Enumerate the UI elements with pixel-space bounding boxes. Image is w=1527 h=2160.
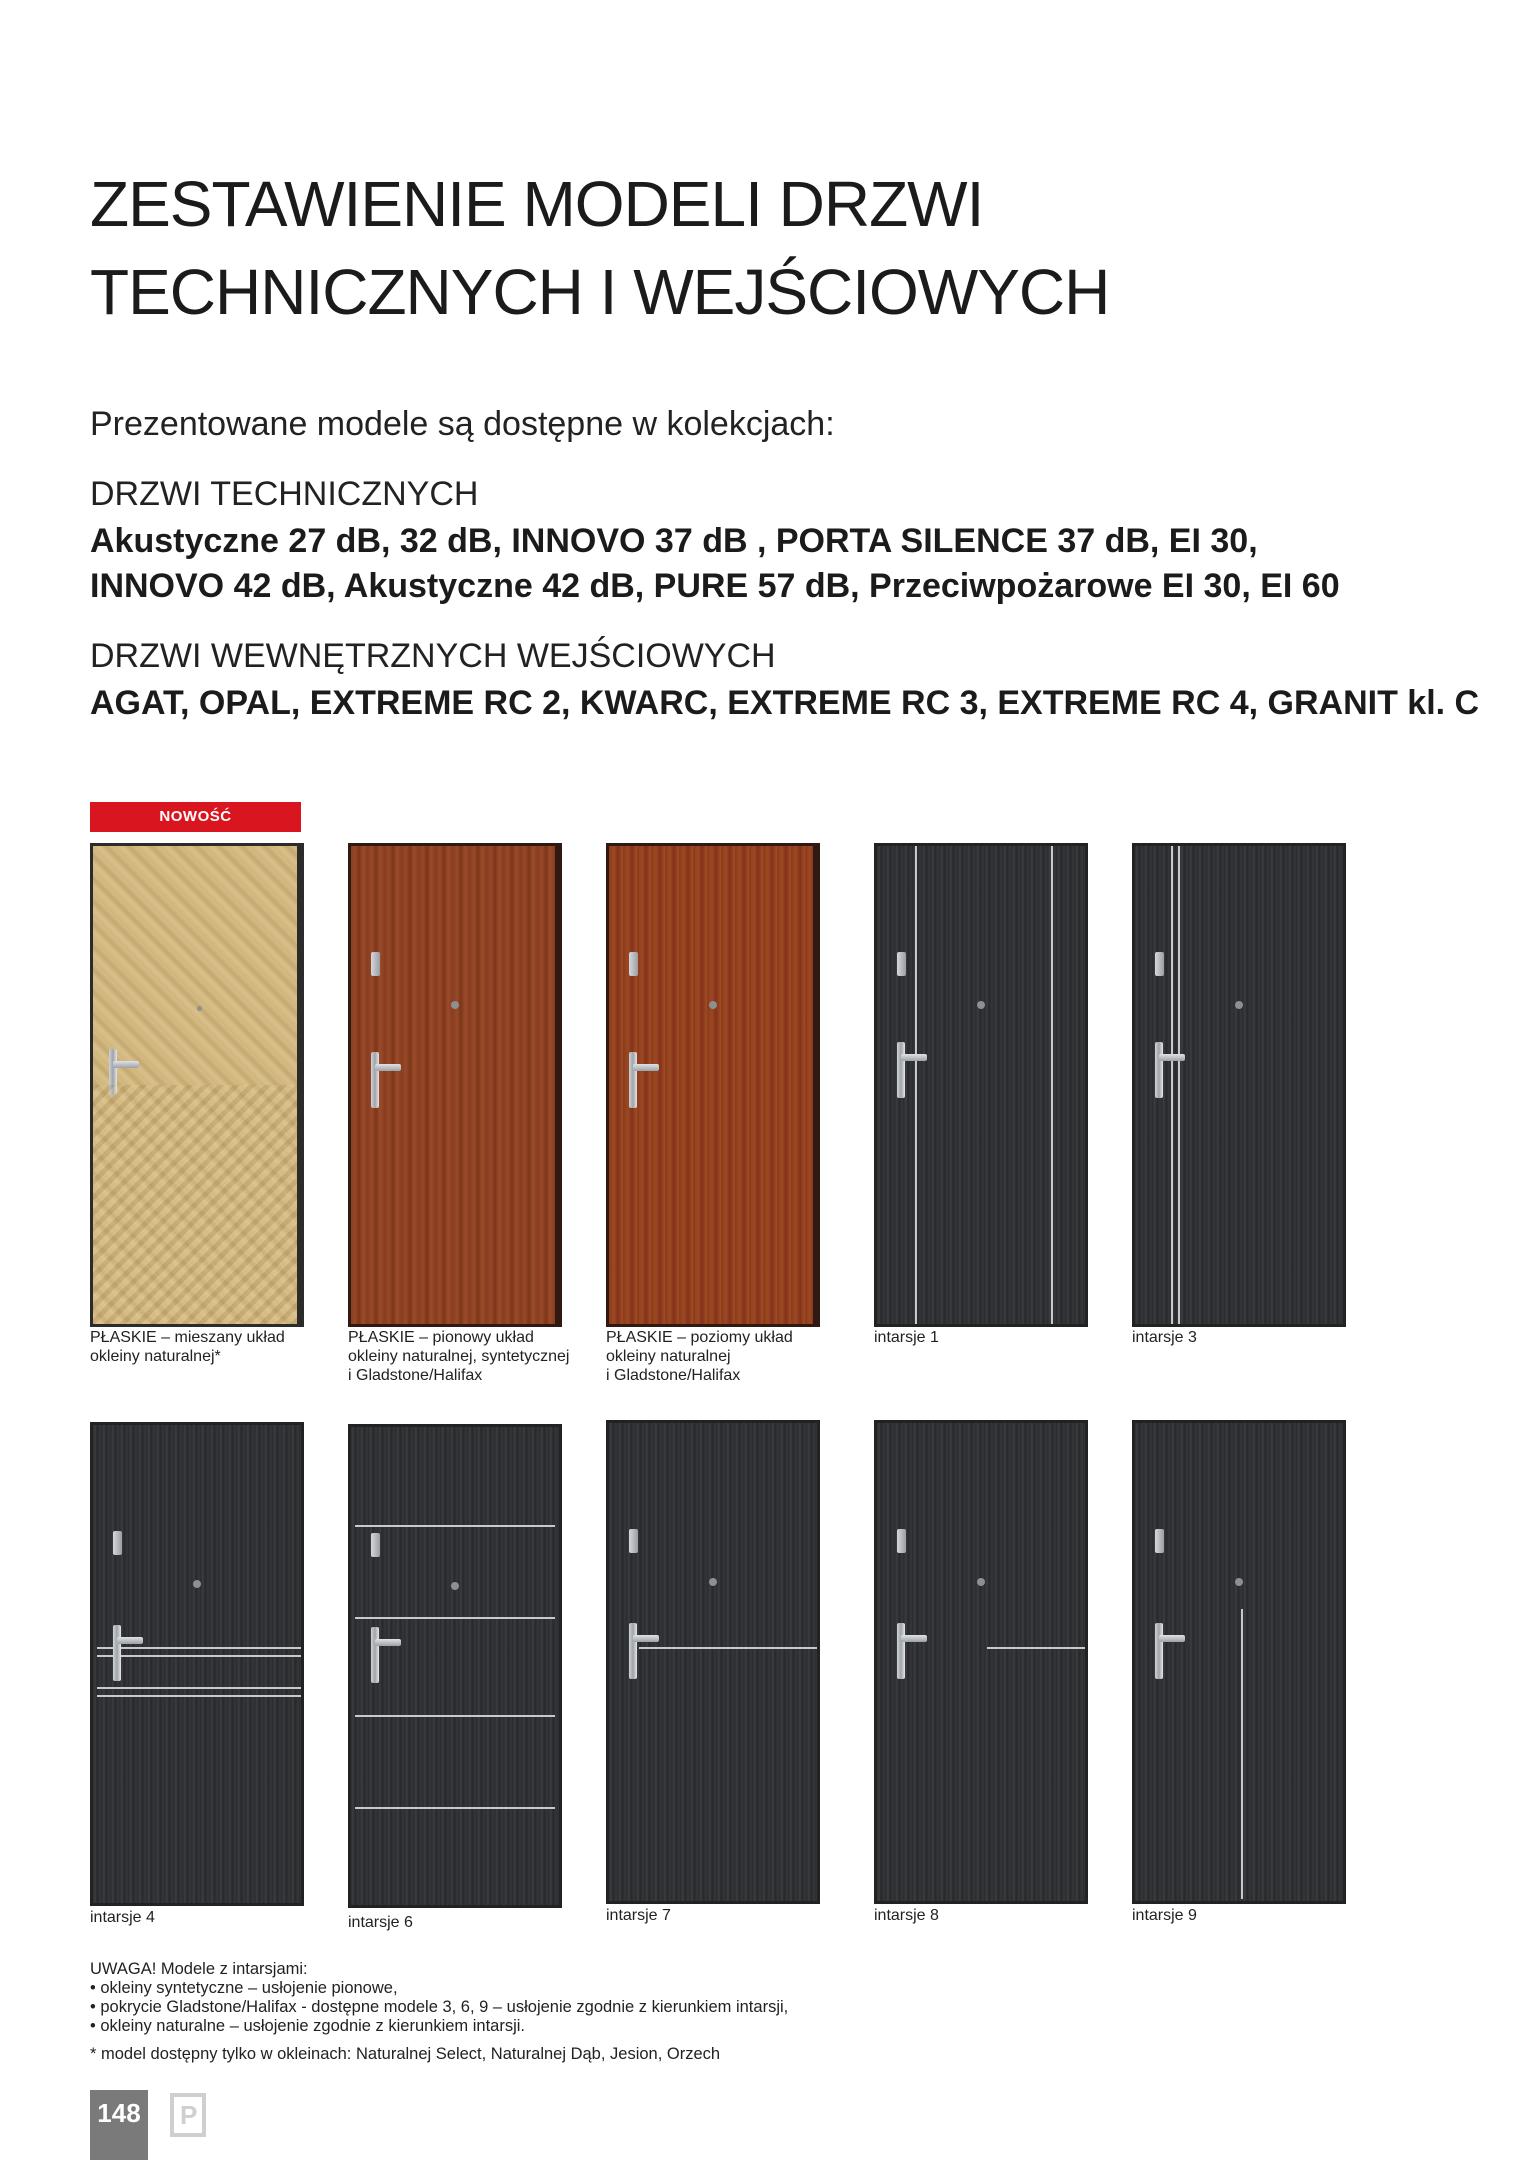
door-handle — [629, 1623, 637, 1679]
inlay-line — [355, 1617, 555, 1619]
door-plaskie-pionowy[interactable] — [348, 843, 562, 1327]
hinge — [1085, 1481, 1088, 1497]
door-intarsje-1[interactable] — [874, 843, 1088, 1327]
peephole — [977, 1001, 985, 1009]
lock-plate — [371, 1533, 380, 1557]
peephole — [193, 1580, 201, 1588]
door-handle — [113, 1625, 121, 1681]
caption-intarsje-8: intarsje 8 — [874, 1907, 939, 1924]
caption-intarsje-9: intarsje 9 — [1132, 1907, 1197, 1924]
caption-intarsje-1: intarsje 1 — [874, 1329, 939, 1346]
door-intarsje-4[interactable] — [90, 1422, 304, 1906]
inlay-line — [355, 1525, 555, 1527]
hinge — [817, 1829, 820, 1845]
intro-text: Prezentowane modele są dostępne w kolekcjach: — [90, 405, 835, 443]
door-intarsje-3[interactable] — [1132, 843, 1346, 1327]
caption-line: okleiny naturalnej, syntetycznej — [348, 1348, 570, 1365]
page-title — [90, 160, 1390, 336]
inlay-line — [355, 1807, 555, 1809]
new-badge: NOWOŚĆ — [90, 802, 301, 832]
caption-line: okleiny naturalnej — [606, 1348, 731, 1365]
door-handle — [371, 1052, 379, 1108]
inlay-line — [97, 1655, 301, 1657]
lock-plate — [897, 1529, 906, 1553]
page-number: 148 — [90, 2090, 148, 2160]
caption-line: i Gladstone/Halifax — [348, 1367, 483, 1384]
door-handle — [897, 1623, 905, 1679]
hinge — [297, 904, 301, 920]
hinge — [1085, 1829, 1088, 1845]
caption-intarsje-3: intarsje 3 — [1132, 1329, 1197, 1346]
entrance-collections-line: AGAT, OPAL, EXTREME RC 2, KWARC, EXTREME RC 3, EXTREME RC 4, GRANIT kl. C — [90, 684, 1480, 722]
inlay-line — [1051, 846, 1053, 1324]
door-handle — [1155, 1042, 1163, 1098]
caption-line: i Gladstone/Halifax — [606, 1367, 741, 1384]
lock-plate — [629, 1529, 638, 1553]
inlay-line — [355, 1715, 555, 1717]
page-title-line-2: TECHNICZNYCH I WEJŚCIOWYCH — [90, 256, 1110, 328]
caption-line: PŁASKIE – pionowy układ — [348, 1329, 534, 1346]
caption-plaskie-poziomy — [606, 1328, 793, 1385]
hinge — [1343, 1829, 1346, 1845]
inlay-note — [90, 1960, 788, 2036]
door-handle — [1155, 1623, 1163, 1679]
note-line: • pokrycie Gladstone/Halifax - dostępne modele 3, 6, 9 – usłojenie zgodnie z kierunkiem intarsji, — [90, 1998, 789, 2016]
lock-plate — [629, 952, 638, 976]
hinge — [559, 1833, 562, 1849]
hinge — [1343, 1481, 1346, 1497]
peephole — [197, 1006, 202, 1011]
lock-plate — [113, 1531, 122, 1555]
entrance-heading: DRZWI WEWNĘTRZNYCH WEJŚCIOWYCH — [90, 637, 776, 675]
caption-intarsje-7: intarsje 7 — [606, 1907, 671, 1924]
lock-plate — [371, 952, 380, 976]
peephole — [977, 1578, 985, 1586]
technical-collections-line-1: Akustyczne 27 dB, 32 dB, INNOVO 37 dB , PORTA SILENCE 37 dB, EI 30, — [90, 522, 1258, 560]
peephole — [451, 1582, 459, 1590]
hinge — [555, 956, 559, 972]
door-intarsje-9[interactable] — [1132, 1420, 1346, 1904]
door-plaskie-mieszany[interactable] — [90, 843, 304, 1327]
inlay-line — [987, 1647, 1087, 1649]
inlay-line — [915, 846, 917, 1324]
peephole — [451, 1001, 459, 1009]
footnote: * model dostępny tylko w okleinach: Naturalnej Select, Naturalnej Dąb, Jesion, Orzech — [90, 2045, 721, 2063]
hinge — [813, 956, 817, 972]
hinge — [1085, 1252, 1088, 1268]
caption-plaskie-pionowy — [348, 1328, 569, 1385]
door-handle — [897, 1042, 905, 1098]
door-intarsje-8[interactable] — [874, 1420, 1088, 1904]
inlay-line — [1241, 1609, 1243, 1899]
hinge — [301, 1831, 304, 1847]
caption-line: okleiny naturalnej* — [90, 1348, 221, 1365]
inlay-line — [1171, 846, 1173, 1324]
hinge — [817, 1481, 820, 1497]
technical-collections-line-2: INNOVO 42 dB, Akustyczne 42 dB, PURE 57 dB, Przeciwpożarowe EI 30, EI 60 — [90, 567, 1340, 605]
lock-plate — [1155, 952, 1164, 976]
hinge — [813, 904, 817, 920]
door-intarsje-6[interactable] — [348, 1424, 562, 1908]
hinge — [1343, 1252, 1346, 1268]
inlay-line — [1178, 846, 1180, 1324]
caption-line: PŁASKIE – poziomy układ — [606, 1329, 793, 1346]
caption-intarsje-4: intarsje 4 — [90, 1909, 155, 1926]
logo-letter: P — [180, 2100, 198, 2130]
lock-plate — [1155, 1529, 1164, 1553]
door-handle — [629, 1052, 637, 1108]
peephole — [1235, 1001, 1243, 1009]
note-line: UWAGA! Modele z intarsjami: — [90, 1960, 308, 1978]
peephole — [709, 1578, 717, 1586]
caption-line: PŁASKIE – mieszany układ — [90, 1329, 285, 1346]
note-line: • okleiny syntetyczne – usłojenie pionowe, — [90, 1979, 398, 1997]
door-intarsje-7[interactable] — [606, 1420, 820, 1904]
hinge — [301, 1483, 304, 1499]
brand-logo-icon — [170, 2093, 206, 2137]
hinge — [555, 1224, 559, 1240]
peephole — [1235, 1578, 1243, 1586]
inlay-line — [97, 1695, 301, 1697]
inlay-line — [97, 1647, 301, 1649]
door-handle — [371, 1627, 379, 1683]
note-line: • okleiny naturalne – usłojenie zgodnie z kierunkiem intarsji. — [90, 2017, 526, 2035]
lock-plate — [897, 952, 906, 976]
peephole — [709, 1001, 717, 1009]
caption-intarsje-6: intarsje 6 — [348, 1914, 413, 1931]
technical-heading: DRZWI TECHNICZNYCH — [90, 475, 479, 513]
hinge — [1343, 904, 1346, 920]
door-plaskie-poziomy[interactable] — [606, 843, 820, 1327]
hinge — [297, 1246, 301, 1262]
hinge — [1343, 1022, 1346, 1038]
hinge — [813, 1224, 817, 1240]
door-handle — [109, 1049, 117, 1095]
page-title-line-1: ZESTAWIENIE MODELI DRZWI — [90, 168, 984, 240]
hinge — [555, 904, 559, 920]
hinge — [1085, 904, 1088, 920]
caption-plaskie-mieszany — [90, 1328, 285, 1366]
inlay-line — [97, 1687, 301, 1689]
hinge — [559, 1485, 562, 1501]
inlay-line — [639, 1647, 819, 1649]
